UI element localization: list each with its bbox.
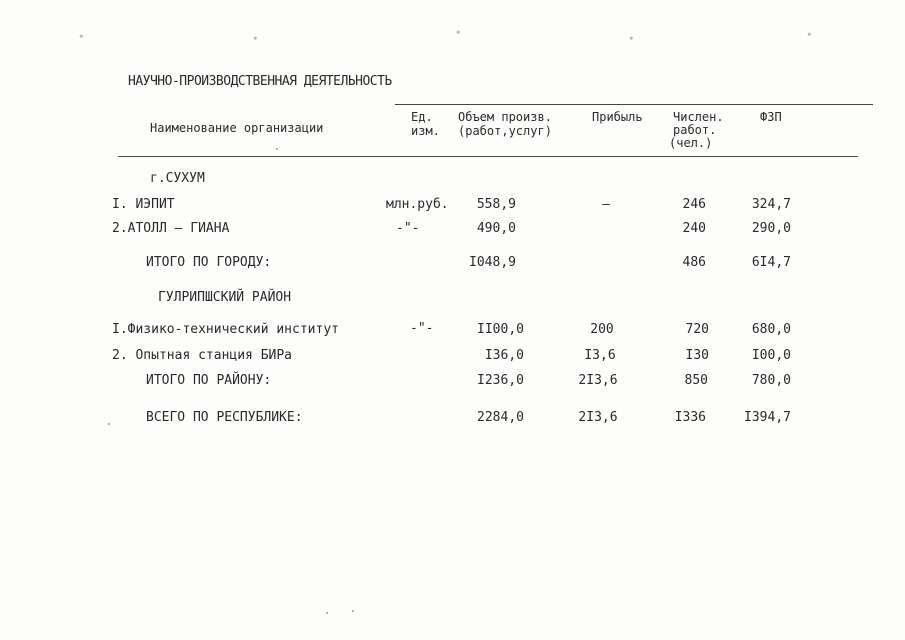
row-name: I. ИЭПИТ [112,197,175,212]
scan-artifact: ∙ [455,26,462,39]
header-volume-line1: Объем произв. [458,110,552,124]
grand-total-name: ВСЕГО ПО РЕСПУБЛИКЕ: [146,410,303,425]
row-staff: 720 [685,322,709,337]
section-heading: ГУЛРИПШСКИЙ РАЙОН [158,290,292,305]
row-volume: I36,0 [484,348,524,363]
row-name: I.Физико-технический институт [112,322,339,337]
header-unit-line1: Ед. [411,110,433,124]
header-staff-line3: (чел.) [669,136,713,150]
page-title: НАУЧНО-ПРОИЗВОДСТВЕННАЯ ДЕЯТЕЛЬНОСТЬ [128,74,392,89]
total-fzp: 780,0 [751,373,791,388]
row-unit: млн.руб. [386,197,449,212]
scan-artifact: ∙ [806,28,813,41]
row-fzp: 324,7 [751,197,791,212]
total-staff: 486 [682,255,706,270]
total-volume: I048,9 [469,255,516,270]
grand-total-profit: 2I3,6 [578,410,618,425]
row-volume: 558,9 [476,197,516,212]
header-profit: Прибыль [592,110,643,124]
row-unit: -"- [396,221,420,236]
header-staff-line1: Числен. [673,110,724,124]
scan-artifact [352,610,354,612]
row-volume: II00,0 [477,322,524,337]
header-staff-line2: работ. [673,123,717,137]
row-name: 2.АТОЛЛ – ГИАНА [112,221,230,236]
row-staff: 240 [682,221,706,236]
row-fzp: 680,0 [751,322,791,337]
scan-artifact [276,148,278,150]
row-volume: 490,0 [476,221,516,236]
header-fzp: ФЗП [760,110,782,124]
header-top-rule [395,104,873,105]
total-name: ИТОГО ПО РАЙОНУ: [146,373,272,388]
grand-total-staff: I336 [674,410,706,425]
scan-artifact [326,612,328,614]
row-staff: I30 [685,348,709,363]
section-heading: г.СУХУМ [150,171,205,186]
row-profit: – [602,197,610,212]
total-volume: I236,0 [477,373,524,388]
total-staff: 850 [684,373,708,388]
row-unit: -"- [410,321,434,336]
total-name: ИТОГО ПО ГОРОДУ: [146,255,272,270]
row-fzp: I00,0 [751,348,791,363]
row-name: 2. Опытная станция БИРа [112,348,293,363]
row-profit: I3,6 [584,348,616,363]
grand-total-fzp: I394,7 [744,410,791,425]
scan-artifact: ∙ [628,32,635,45]
total-profit: 2I3,6 [578,373,618,388]
header-unit-line2: изм. [411,124,440,138]
header-volume-line2: (работ,услуг) [458,124,552,138]
grand-total-volume: 2284,0 [477,410,524,425]
scan-artifact: ∙ [78,30,85,43]
row-staff: 246 [682,197,706,212]
scan-artifact [108,423,110,425]
header-bottom-rule [118,156,858,157]
scan-artifact: ∙ [252,32,259,45]
total-fzp: 6I4,7 [751,255,791,270]
header-name: Наименование организации [150,121,324,135]
row-profit: 200 [590,322,614,337]
row-fzp: 290,0 [751,221,791,236]
